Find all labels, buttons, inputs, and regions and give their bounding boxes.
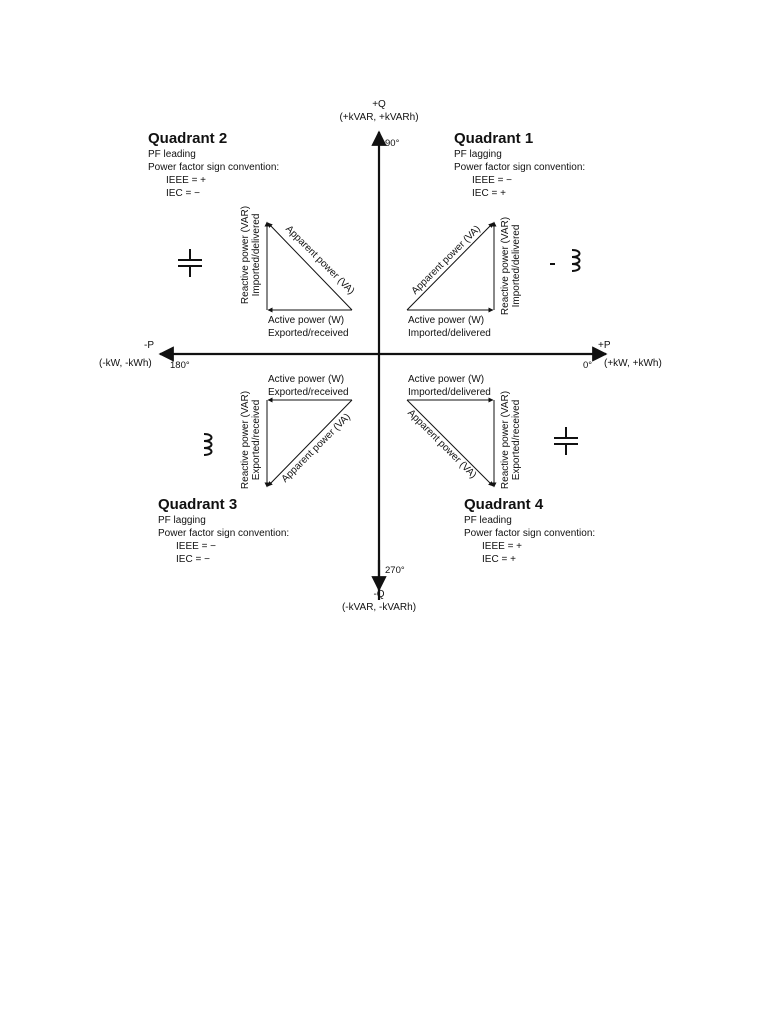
quadrant-4-apparent-arrow	[407, 400, 493, 486]
quadrant-4-reactive-label: Reactive power (VAR)	[500, 390, 511, 490]
quadrant-1-iec: IEC = +	[472, 188, 506, 199]
angle-270: 270°	[385, 565, 405, 576]
quadrant-1-title: Quadrant 1	[454, 130, 534, 147]
pos-q-label: +Q	[372, 99, 386, 110]
quadrant-1-ieee: IEEE = −	[472, 175, 513, 186]
neg-p-units: (-kW, -kWh)	[99, 358, 152, 369]
quadrant-2-reactive-flow: Imported/delivered	[251, 213, 262, 297]
quadrant-3-reactive-label: Reactive power (VAR)	[240, 390, 251, 490]
quadrant-2-active-label: Active power (W)	[268, 315, 345, 326]
quadrant-3-iec: IEC = −	[176, 554, 210, 565]
quadrant-3-apparent-label: Apparent power (VA)	[279, 411, 353, 485]
quadrant-1-pf: PF lagging	[454, 149, 502, 160]
quadrant-3-pf: PF lagging	[158, 515, 206, 526]
quadrant-2-convention: Power factor sign convention:	[148, 162, 280, 173]
quadrant-3-active-flow: Exported/received	[268, 387, 349, 398]
quadrant-2-pf: PF leading	[148, 149, 196, 160]
quadrant-1	[407, 130, 585, 339]
quadrant-2-active-flow: Exported/received	[268, 328, 349, 339]
quadrant-4-reactive-flow: Exported/received	[511, 399, 522, 481]
quadrant-3-active-label: Active power (W)	[268, 374, 345, 385]
quadrant-3-apparent-arrow	[268, 400, 352, 486]
pos-p-label: +P	[598, 340, 611, 351]
quadrant-2-iec: IEC = −	[166, 188, 200, 199]
quadrant-3-title: Quadrant 3	[158, 496, 238, 513]
quadrant-1-active-label: Active power (W)	[408, 315, 485, 326]
quadrant-4-active-flow: Imported/delivered	[408, 387, 491, 398]
quadrant-3-convention: Power factor sign convention:	[158, 528, 290, 539]
quadrant-4-apparent-label: Apparent power (VA)	[405, 407, 479, 481]
pos-q-units: (+kVAR, +kVARh)	[339, 112, 419, 123]
quadrant-1-reactive-label: Reactive power (VAR)	[500, 216, 511, 316]
angle-180: 180°	[170, 360, 190, 371]
pos-p-units: (+kW, +kWh)	[604, 358, 662, 369]
quadrant-1-convention: Power factor sign convention:	[454, 162, 586, 173]
quadrant-2-reactive-label: Reactive power (VAR)	[240, 205, 251, 305]
quadrant-1-apparent-label: Apparent power (VA)	[409, 223, 483, 297]
capacitor-icon	[554, 427, 578, 455]
quadrant-4-iec: IEC = +	[482, 554, 516, 565]
quadrant-1-apparent-arrow	[407, 223, 493, 310]
quadrant-4-pf: PF leading	[464, 515, 512, 526]
quadrant-1-active-flow: Imported/delivered	[408, 328, 491, 339]
quadrant-4-convention: Power factor sign convention:	[464, 528, 596, 539]
quadrant-4	[405, 374, 595, 565]
quadrant-2-ieee: IEEE = +	[166, 175, 207, 186]
quadrant-4-active-label: Active power (W)	[408, 374, 485, 385]
quadrant-3-ieee: IEEE = −	[176, 541, 217, 552]
quadrant-2-apparent-arrow	[268, 223, 352, 310]
quadrant-2-title: Quadrant 2	[148, 130, 228, 147]
quadrant-1-reactive-flow: Imported/delivered	[511, 224, 522, 308]
angle-0: 0°	[583, 360, 593, 371]
neg-q-label: -Q	[373, 589, 385, 600]
quadrant-2	[148, 130, 356, 339]
quadrant-4-title: Quadrant 4	[464, 496, 544, 513]
angle-90: 90°	[385, 138, 400, 149]
neg-p-label: -P	[144, 340, 154, 351]
neg-q-units: (-kVAR, -kVARh)	[341, 602, 417, 613]
inductor-icon	[204, 434, 212, 455]
inductor-icon	[550, 250, 580, 271]
capacitor-icon	[178, 249, 202, 277]
quadrant-3-reactive-flow: Exported/received	[251, 399, 262, 481]
quadrant-3	[158, 374, 353, 565]
quadrant-2-apparent-label: Apparent power (VA)	[283, 223, 357, 297]
quadrant-4-ieee: IEEE = +	[482, 541, 523, 552]
